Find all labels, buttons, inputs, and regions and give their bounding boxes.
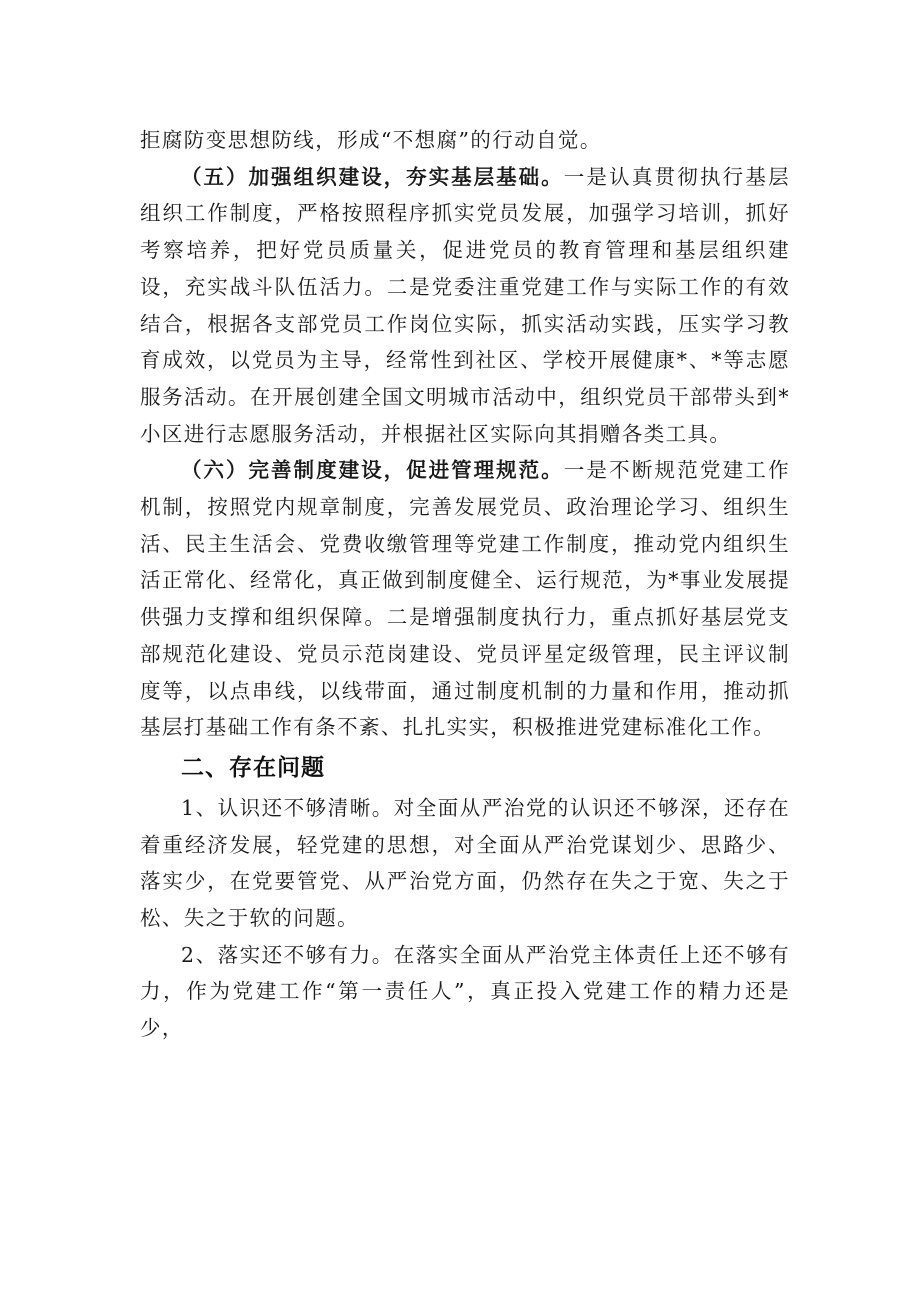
paragraph-text: 一是不断规范党建工作机制，按照党内规章制度，完善发展党员、政治理论学习、组织生活、民主生活会、党费收缴管理等党建工作制度，推动党内组织生活正常化、经常化，真正做到制度健全、运行规范，为*事业发展提供强力支撑和组织保障。二是增强制度执行力，重点抓好基层党支部规范化建设、党员示范岗建设、党员评星定级管理，民主评议制度等，以点串线，以线带面，通过制度机制的力量和作用，推动抓基层打基础工作有条不紊、扎扎实实，积极推进党建标准化工作。 — [140, 458, 791, 740]
paragraph-bold-lead: （六）完善制度建设，促进管理规范。 — [181, 458, 564, 483]
problem-item-1 — [140, 790, 790, 937]
paragraph-continuation — [140, 122, 790, 159]
paragraph-text: 拒腐防变思想防线，形成“不想腐”的行动自觉。 — [140, 128, 602, 152]
problem-text: 1、认识还不够清晰。对全面从严治党的认识还不够深，还存在着重经济发展，轻党建的思想，对全面从严治党谋划少、思路少、落实少，在党要管党、从严治党方面，仍然存在失之于宽、失之于松、失之于软的问题。 — [140, 795, 790, 931]
problem-text: 2、落实还不够有力。在落实全面从严治党主体责任上还不够有力，作为党建工作“第一责任人”，真正投入党建工作的精力还是少， — [140, 942, 790, 1041]
paragraph-text: 一是认真贯彻执行基层组织工作制度，严格按照程序抓实党员发展，加强学习培训，抓好考察培养，把好党员质量关，促进党员的教育管理和基层组织建设，充实战斗队伍活力。二是党委注重党建工作与实际工作的有效结合，根据各支部党员工作岗位实际，抓实活动实践，压实学习教育成效，以党员为主导，经常性到社区、学校开展健康*、*等志愿服务活动。在开展创建全国文明城市活动中，组织党员干部带头到*小区进行志愿服务活动，并根据社区实际向其捐赠各类工具。 — [140, 164, 791, 446]
section-heading: 二、存在问题 — [181, 754, 325, 781]
paragraph-bold-lead: （五）加强组织建设，夯实基层基础。 — [181, 164, 564, 189]
document-page — [140, 122, 790, 1047]
paragraph-system-building — [140, 452, 790, 746]
paragraph-organization-building — [140, 159, 790, 453]
problem-item-2 — [140, 937, 790, 1047]
